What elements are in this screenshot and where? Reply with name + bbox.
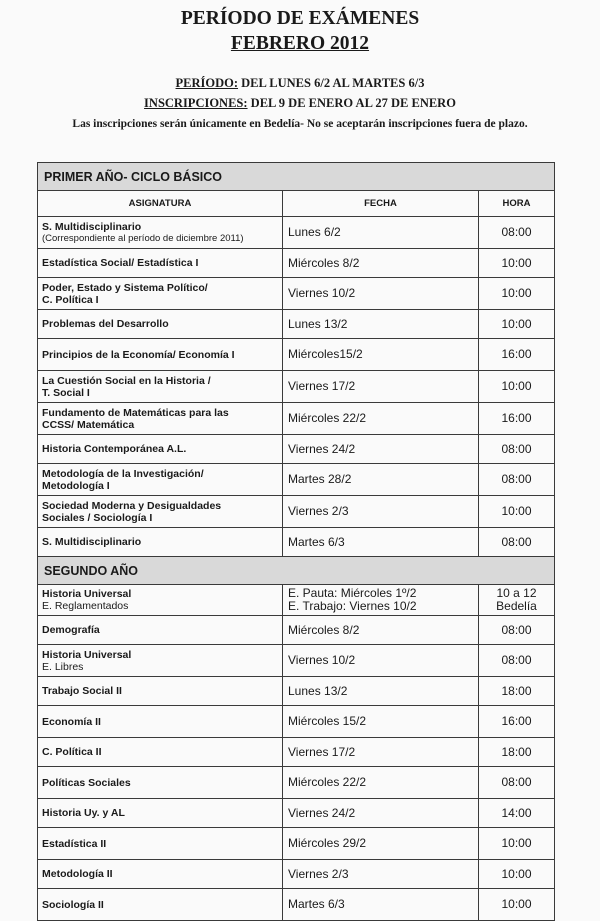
fecha-cell bbox=[283, 738, 479, 767]
asignatura-cell bbox=[38, 371, 283, 403]
column-header-hora: HORA bbox=[479, 191, 555, 217]
hora-cell bbox=[479, 310, 555, 339]
fecha-value: Viernes 2/3 bbox=[288, 866, 349, 881]
table-row bbox=[38, 528, 555, 557]
fecha-cell bbox=[283, 828, 479, 860]
hora-value: 08:00 bbox=[501, 472, 532, 486]
asignatura-name: Historia Uy. y AL bbox=[42, 807, 125, 819]
hora-cell bbox=[479, 828, 555, 860]
asignatura-detail: E. Reglamentados bbox=[42, 600, 129, 612]
section-header bbox=[38, 557, 555, 585]
asignatura-name: Fundamento de Matemáticas para las bbox=[42, 406, 229, 419]
hora-value: 14:00 bbox=[501, 805, 532, 820]
asignatura-cell bbox=[38, 339, 283, 371]
asignatura-cell bbox=[38, 738, 283, 767]
inscripciones-label: INSCRIPCIONES: bbox=[144, 96, 248, 110]
hora-cell bbox=[479, 799, 555, 828]
hora-value: 10:00 bbox=[501, 286, 532, 300]
asignatura-name: Historia Contemporánea A.L. bbox=[42, 443, 187, 455]
hora-value: 10:00 bbox=[501, 897, 532, 911]
fecha-value: Viernes 17/2 bbox=[288, 379, 356, 393]
hora-value: 10:00 bbox=[501, 379, 532, 393]
hora-value: 10:00 bbox=[501, 836, 532, 850]
hora-cell bbox=[479, 616, 555, 645]
fecha-value: Miércoles 8/2 bbox=[288, 255, 360, 270]
fecha-cell bbox=[283, 677, 479, 706]
asignatura-cell bbox=[38, 435, 283, 464]
fecha-value: Viernes 17/2 bbox=[288, 744, 356, 759]
hora-value: 16:00 bbox=[501, 347, 532, 361]
asignatura-detail: C. Política I bbox=[42, 293, 99, 306]
asignatura-cell bbox=[38, 616, 283, 645]
hora-cell bbox=[479, 339, 555, 371]
hora-cell bbox=[479, 677, 555, 706]
asignatura-detail: Metodología I bbox=[42, 479, 110, 492]
hora-value: 18:00 bbox=[501, 744, 532, 759]
inscripciones-value: DEL 9 DE ENERO AL 27 DE ENERO bbox=[247, 96, 456, 110]
table-row bbox=[38, 249, 555, 278]
asignatura-name: Demografía bbox=[42, 624, 100, 636]
asignatura-name: Economía II bbox=[42, 715, 101, 728]
fecha-cell bbox=[283, 217, 479, 249]
section-header bbox=[38, 163, 555, 191]
fecha-cell bbox=[283, 249, 479, 278]
asignatura-detail: E. Libres bbox=[42, 660, 84, 673]
hora-value: 10:00 bbox=[501, 316, 532, 331]
fecha-cell bbox=[283, 528, 479, 557]
hora-cell bbox=[479, 403, 555, 435]
table-row bbox=[38, 278, 555, 310]
hora-cell bbox=[479, 371, 555, 403]
hora-cell bbox=[479, 585, 555, 616]
section-title: SEGUNDO AÑO bbox=[38, 557, 555, 585]
hora-value: 08:00 bbox=[501, 622, 532, 637]
fecha-value: Miércoles 8/2 bbox=[288, 622, 360, 637]
fecha-value: Martes 6/3 bbox=[288, 534, 345, 549]
table-row bbox=[38, 645, 555, 677]
table-row bbox=[38, 371, 555, 403]
periodo-line bbox=[0, 76, 600, 91]
page-subtitle: FEBRERO 2012 bbox=[230, 33, 370, 54]
table-row bbox=[38, 403, 555, 435]
fecha-value: Viernes 2/3 bbox=[288, 504, 349, 518]
fecha-cell bbox=[283, 645, 479, 677]
asignatura-cell bbox=[38, 645, 283, 677]
asignatura-name: S. Multidisciplinario bbox=[42, 220, 142, 233]
fecha-value: Lunes 13/2 bbox=[288, 316, 348, 331]
table-row bbox=[38, 860, 555, 889]
asignatura-cell bbox=[38, 860, 283, 889]
hora-cell bbox=[479, 645, 555, 677]
table-row bbox=[38, 828, 555, 860]
hora-cell bbox=[479, 435, 555, 464]
asignatura-name: Metodología II bbox=[42, 868, 113, 880]
hora-value: 10:00 bbox=[501, 504, 532, 518]
hora-value: 16:00 bbox=[501, 714, 532, 728]
fecha-cell bbox=[283, 278, 479, 310]
fecha-cell bbox=[283, 889, 479, 921]
hora-value: 10 a 12 bbox=[496, 586, 537, 600]
asignatura-cell bbox=[38, 799, 283, 828]
table-row bbox=[38, 767, 555, 799]
table-row bbox=[38, 585, 555, 616]
fecha-value: Martes 6/3 bbox=[288, 897, 345, 911]
asignatura-cell bbox=[38, 828, 283, 860]
asignatura-cell bbox=[38, 249, 283, 278]
asignatura-name: C. Política II bbox=[42, 746, 102, 758]
fecha-cell bbox=[283, 464, 479, 496]
column-header-row bbox=[38, 191, 555, 217]
fecha-value: Martes 28/2 bbox=[288, 472, 352, 486]
asignatura-name: Historia Universal bbox=[42, 648, 132, 661]
table-row bbox=[38, 339, 555, 371]
hora-cell bbox=[479, 767, 555, 799]
asignatura-name: Sociología II bbox=[42, 898, 104, 911]
fecha-cell bbox=[283, 860, 479, 889]
hora-cell bbox=[479, 496, 555, 528]
table-row bbox=[38, 889, 555, 921]
fecha-value: Lunes 13/2 bbox=[288, 683, 348, 698]
inscripciones-line bbox=[0, 96, 600, 111]
fecha-cell bbox=[283, 585, 479, 616]
fecha-value: Lunes 6/2 bbox=[288, 225, 341, 239]
hora-value: 18:00 bbox=[501, 683, 532, 698]
asignatura-name: Problemas del Desarrollo bbox=[42, 318, 169, 330]
asignatura-name: Historia Universal bbox=[42, 588, 132, 600]
table-row bbox=[38, 677, 555, 706]
hora-cell bbox=[479, 706, 555, 738]
asignatura-name: S. Multidisciplinario bbox=[42, 536, 142, 548]
table-row bbox=[38, 496, 555, 528]
table-row bbox=[38, 799, 555, 828]
asignatura-cell bbox=[38, 767, 283, 799]
fecha-value: Miércoles 15/2 bbox=[288, 714, 367, 728]
exam-schedule-table bbox=[37, 162, 555, 921]
asignatura-name: La Cuestión Social en la Historia / bbox=[42, 374, 211, 387]
fecha-cell bbox=[283, 767, 479, 799]
hora-value: 08:00 bbox=[501, 441, 532, 456]
asignatura-cell bbox=[38, 310, 283, 339]
fecha-value: Miércoles 22/2 bbox=[288, 411, 367, 425]
asignatura-cell bbox=[38, 278, 283, 310]
asignatura-name: Estadística Social/ Estadística I bbox=[42, 257, 199, 269]
fecha-cell bbox=[283, 403, 479, 435]
fecha-cell bbox=[283, 706, 479, 738]
asignatura-cell bbox=[38, 403, 283, 435]
asignatura-name: Principios de la Economía/ Economía I bbox=[42, 348, 235, 361]
hora-value: 10:00 bbox=[501, 866, 532, 881]
asignatura-cell bbox=[38, 464, 283, 496]
asignatura-name: Políticas Sociales bbox=[42, 776, 131, 789]
asignatura-detail: (Correspondiente al período de diciembre 2011) bbox=[42, 232, 244, 244]
asignatura-name: Sociedad Moderna y Desigualdades bbox=[42, 499, 222, 512]
asignatura-name: Metodología de la Investigación/ bbox=[42, 467, 204, 480]
table-row bbox=[38, 217, 555, 249]
hora-cell bbox=[479, 464, 555, 496]
hora-cell bbox=[479, 249, 555, 278]
table-row bbox=[38, 310, 555, 339]
fecha-value: E. Pauta: Miércoles 1º/2 bbox=[288, 586, 417, 600]
asignatura-cell bbox=[38, 528, 283, 557]
fecha-value: Viernes 10/2 bbox=[288, 653, 356, 667]
asignatura-name: Trabajo Social II bbox=[42, 685, 122, 697]
fecha-value-2: E. Trabajo: Viernes 10/2 bbox=[288, 599, 417, 613]
table-row bbox=[38, 435, 555, 464]
hora-cell bbox=[479, 528, 555, 557]
asignatura-cell bbox=[38, 889, 283, 921]
asignatura-name: Poder, Estado y Sistema Político/ bbox=[42, 281, 208, 294]
hora-value: 16:00 bbox=[501, 411, 532, 425]
fecha-cell bbox=[283, 310, 479, 339]
asignatura-cell bbox=[38, 706, 283, 738]
asignatura-cell bbox=[38, 217, 283, 249]
asignatura-cell bbox=[38, 585, 283, 616]
fecha-cell bbox=[283, 616, 479, 645]
asignatura-cell bbox=[38, 496, 283, 528]
hora-cell bbox=[479, 738, 555, 767]
periodo-label: PERÍODO: bbox=[175, 76, 239, 90]
fecha-value: Viernes 24/2 bbox=[288, 441, 356, 456]
section-title: PRIMER AÑO- CICLO BÁSICO bbox=[38, 163, 555, 191]
hora-cell bbox=[479, 889, 555, 921]
notice-text: Las inscripciones serán únicamente en Bedelía- No se aceptarán inscripciones fuera de plazo. bbox=[72, 118, 528, 130]
page-title: PERÍODO DE EXÁMENES bbox=[180, 8, 420, 29]
asignatura-cell bbox=[38, 677, 283, 706]
fecha-cell bbox=[283, 496, 479, 528]
column-header-asignatura: ASIGNATURA bbox=[38, 191, 283, 217]
table-row bbox=[38, 616, 555, 645]
fecha-value: Miércoles 22/2 bbox=[288, 775, 367, 789]
fecha-cell bbox=[283, 799, 479, 828]
fecha-value: Viernes 10/2 bbox=[288, 286, 356, 300]
hora-cell bbox=[479, 278, 555, 310]
fecha-value: Miércoles 29/2 bbox=[288, 836, 367, 850]
table-row bbox=[38, 706, 555, 738]
fecha-cell bbox=[283, 435, 479, 464]
fecha-cell bbox=[283, 371, 479, 403]
fecha-value: Viernes 24/2 bbox=[288, 805, 356, 820]
asignatura-detail: CCSS/ Matemática bbox=[42, 418, 135, 431]
hora-value: 10:00 bbox=[501, 255, 532, 270]
hora-value: 08:00 bbox=[501, 653, 532, 667]
periodo-value: DEL LUNES 6/2 AL MARTES 6/3 bbox=[238, 76, 425, 90]
hora-value: 08:00 bbox=[501, 225, 532, 239]
hora-value: 08:00 bbox=[501, 534, 532, 549]
asignatura-name: Estadística II bbox=[42, 837, 107, 850]
hora-value-2: Bedelía bbox=[496, 599, 537, 613]
table-row bbox=[38, 738, 555, 767]
hora-value: 08:00 bbox=[501, 775, 532, 789]
asignatura-detail: Sociales / Sociología I bbox=[42, 511, 153, 524]
table-row bbox=[38, 464, 555, 496]
asignatura-detail: T. Social I bbox=[42, 386, 90, 399]
hora-cell bbox=[479, 860, 555, 889]
fecha-cell bbox=[283, 339, 479, 371]
fecha-value: Miércoles15/2 bbox=[288, 347, 363, 361]
hora-cell bbox=[479, 217, 555, 249]
column-header-fecha: FECHA bbox=[283, 191, 479, 217]
